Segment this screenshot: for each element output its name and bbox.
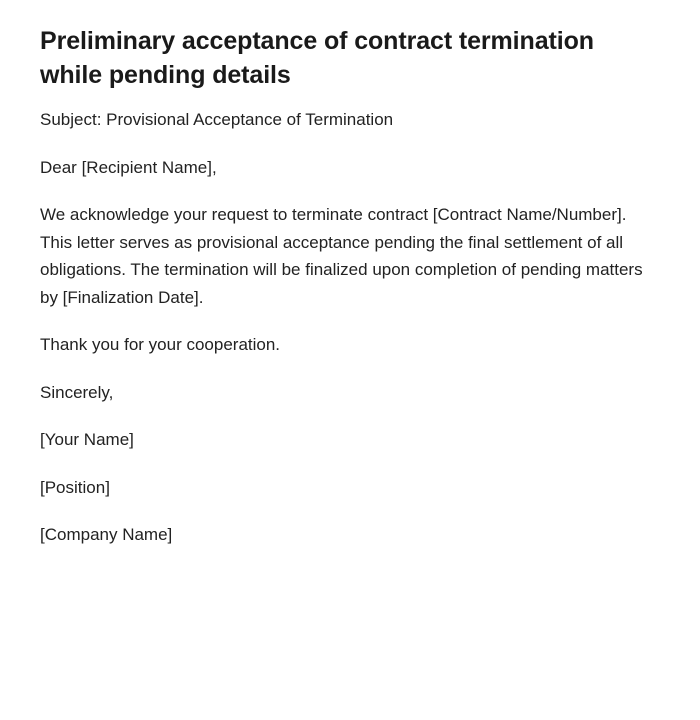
paragraph-closing: Sincerely, xyxy=(40,382,114,402)
paragraph-main: We acknowledge your request to terminate contract [Contract Name/Number]. This letter serves as provisional acceptance pending the final settlement of all obligations. The termination will be finalized upon completion of pending matters by [Finalization Date]. xyxy=(40,205,643,307)
paragraph-subject: Subject: Provisional Acceptance of Termination xyxy=(40,110,394,129)
paragraph-thanks: Thank you for your cooperation. xyxy=(40,335,281,355)
paragraph-signer-position: [Position] xyxy=(40,477,110,497)
paragraph-signer-name: [Your Name] xyxy=(40,430,134,450)
document-body xyxy=(40,106,660,549)
page-title: Preliminary acceptance of contract termination while pending details xyxy=(40,27,594,89)
paragraph-salutation: Dear [Recipient Name], xyxy=(40,157,217,177)
paragraph-company-name: [Company Name] xyxy=(40,525,173,545)
